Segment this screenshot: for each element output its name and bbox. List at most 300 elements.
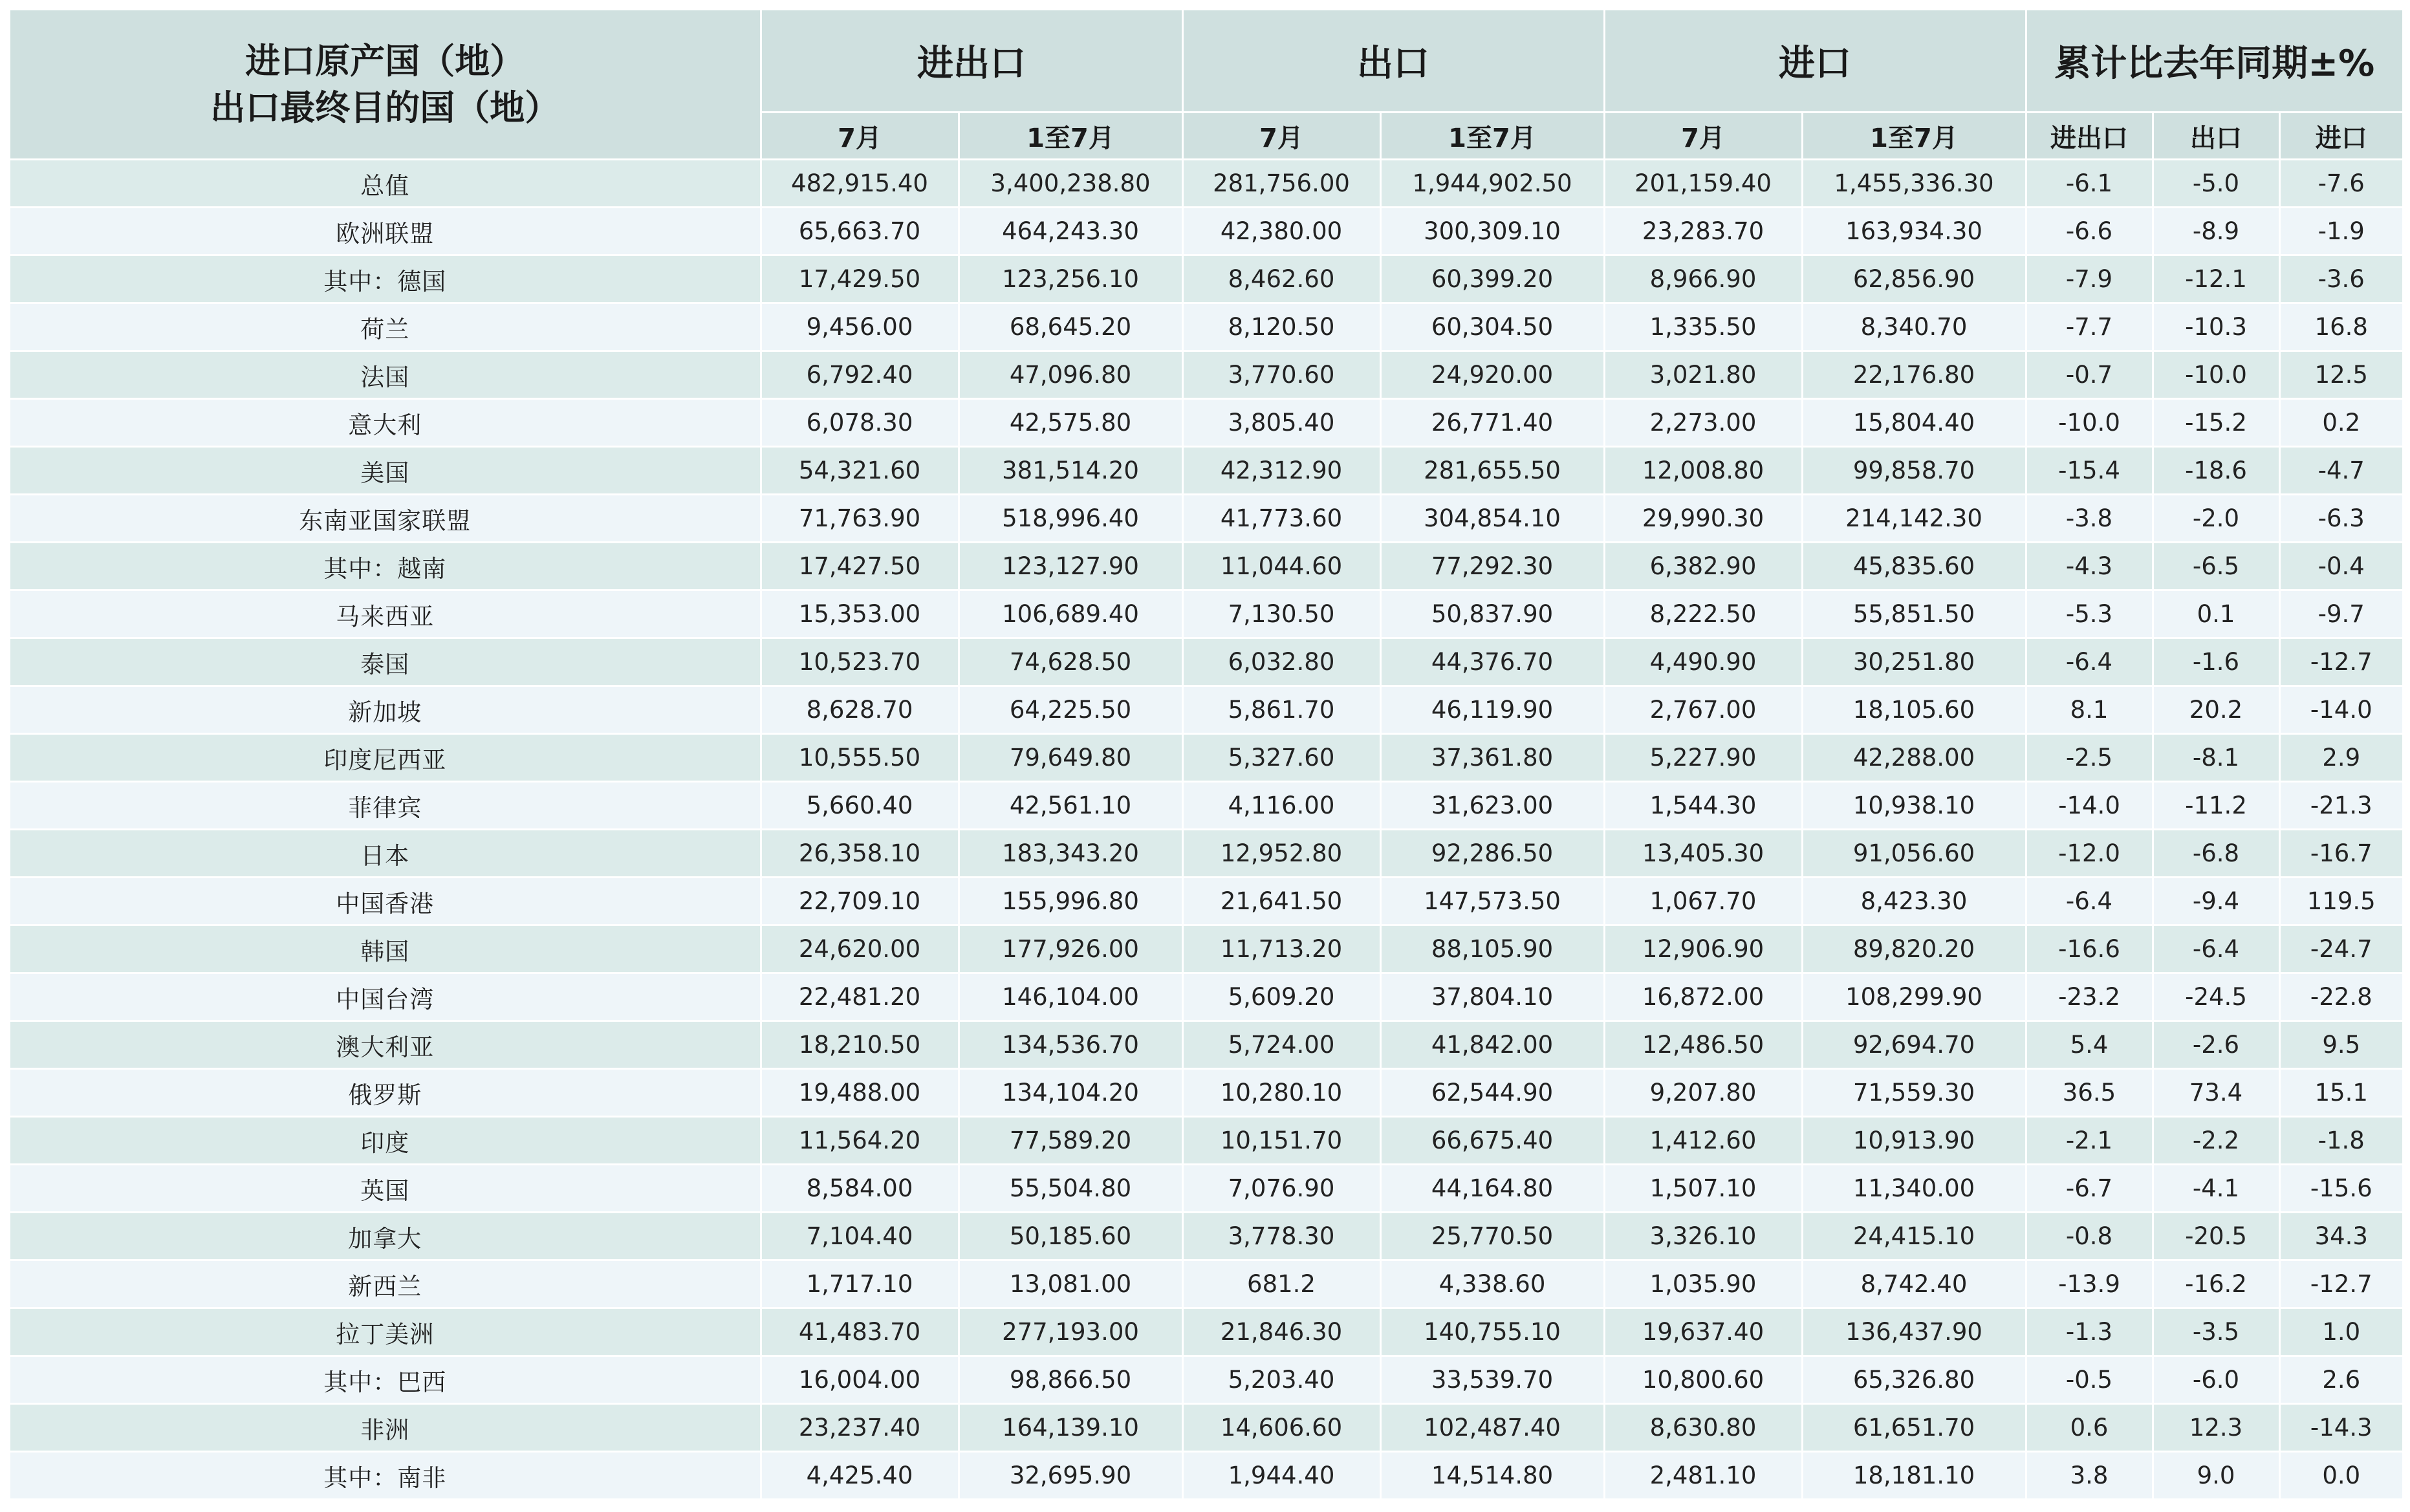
value-cell: 177,926.00	[959, 925, 1182, 973]
value-cell: 10,938.10	[1802, 782, 2026, 830]
sub-header-yoy-export: 出口	[2153, 113, 2279, 160]
value-cell: 12.5	[2279, 351, 2402, 399]
value-cell: 10,555.50	[761, 734, 959, 782]
value-cell: -0.5	[2026, 1356, 2153, 1404]
value-cell: 25,770.50	[1380, 1213, 1604, 1260]
value-cell: -15.6	[2279, 1165, 2402, 1213]
table-row	[10, 208, 2402, 255]
value-cell: 14,514.80	[1380, 1452, 1604, 1499]
value-cell: 71,559.30	[1802, 1069, 2026, 1117]
region-name-cell: 欧洲联盟	[10, 208, 761, 255]
value-cell: 164,139.10	[959, 1404, 1182, 1452]
value-cell: 5,660.40	[761, 782, 959, 830]
value-cell: 281,655.50	[1380, 447, 1604, 495]
value-cell: 16,004.00	[761, 1356, 959, 1404]
value-cell: 73.4	[2153, 1069, 2279, 1117]
table-row	[10, 160, 2402, 208]
value-cell: 37,361.80	[1380, 734, 1604, 782]
region-name-cell: 韩国	[10, 925, 761, 973]
value-cell: -6.3	[2279, 495, 2402, 543]
value-cell: -14.0	[2026, 782, 2153, 830]
value-cell: 12,008.80	[1604, 447, 1802, 495]
value-cell: 24,920.00	[1380, 351, 1604, 399]
region-header-line1: 进口原产国（地）	[245, 40, 525, 81]
value-cell: 9.0	[2153, 1452, 2279, 1499]
value-cell: 6,078.30	[761, 399, 959, 447]
value-cell: 1,035.90	[1604, 1260, 1802, 1308]
value-cell: 16.8	[2279, 303, 2402, 351]
value-cell: 23,237.40	[761, 1404, 959, 1452]
value-cell: -7.6	[2279, 160, 2402, 208]
value-cell: 163,934.30	[1802, 208, 2026, 255]
value-cell: 8,222.50	[1604, 590, 1802, 638]
value-cell: -2.1	[2026, 1117, 2153, 1165]
value-cell: -4.7	[2279, 447, 2402, 495]
value-cell: 8,340.70	[1802, 303, 2026, 351]
value-cell: 98,866.50	[959, 1356, 1182, 1404]
value-cell: -3.6	[2279, 255, 2402, 303]
region-column-header	[10, 10, 761, 160]
value-cell: -9.7	[2279, 590, 2402, 638]
value-cell: 9.5	[2279, 1021, 2402, 1069]
value-cell: 62,544.90	[1380, 1069, 1604, 1117]
value-cell: 183,343.20	[959, 830, 1182, 878]
value-cell: 1.0	[2279, 1308, 2402, 1356]
value-cell: 8,120.50	[1182, 303, 1380, 351]
value-cell: -2.5	[2026, 734, 2153, 782]
value-cell: 3,770.60	[1182, 351, 1380, 399]
value-cell: 19,488.00	[761, 1069, 959, 1117]
value-cell: 10,523.70	[761, 638, 959, 686]
value-cell: 44,164.80	[1380, 1165, 1604, 1213]
value-cell: 47,096.80	[959, 351, 1182, 399]
trade-table-container	[10, 10, 2400, 1498]
value-cell: 10,151.70	[1182, 1117, 1380, 1165]
group-header-total: 进出口	[761, 10, 1182, 113]
table-row	[10, 973, 2402, 1021]
sub-header-export-ytd: 1至7月	[1380, 113, 1604, 160]
region-name-cell: 其中：越南	[10, 543, 761, 590]
value-cell: 11,044.60	[1182, 543, 1380, 590]
value-cell: -6.0	[2153, 1356, 2279, 1404]
value-cell: 37,804.10	[1380, 973, 1604, 1021]
region-name-cell: 俄罗斯	[10, 1069, 761, 1117]
value-cell: 54,321.60	[761, 447, 959, 495]
value-cell: 3,805.40	[1182, 399, 1380, 447]
value-cell: 681.2	[1182, 1260, 1380, 1308]
value-cell: 10,280.10	[1182, 1069, 1380, 1117]
value-cell: -22.8	[2279, 973, 2402, 1021]
value-cell: 3,021.80	[1604, 351, 1802, 399]
value-cell: 7,076.90	[1182, 1165, 1380, 1213]
value-cell: -3.8	[2026, 495, 2153, 543]
value-cell: 99,858.70	[1802, 447, 2026, 495]
value-cell: 92,286.50	[1380, 830, 1604, 878]
value-cell: 146,104.00	[959, 973, 1182, 1021]
value-cell: 18,181.10	[1802, 1452, 2026, 1499]
region-name-cell: 其中：巴西	[10, 1356, 761, 1404]
value-cell: 42,312.90	[1182, 447, 1380, 495]
value-cell: 2,481.10	[1604, 1452, 1802, 1499]
value-cell: 26,358.10	[761, 830, 959, 878]
value-cell: 8,628.70	[761, 686, 959, 734]
table-row	[10, 1213, 2402, 1260]
table-row	[10, 638, 2402, 686]
value-cell: 1,944,902.50	[1380, 160, 1604, 208]
value-cell: 1,717.10	[761, 1260, 959, 1308]
value-cell: 6,382.90	[1604, 543, 1802, 590]
value-cell: 44,376.70	[1380, 638, 1604, 686]
sub-header-import-ytd: 1至7月	[1802, 113, 2026, 160]
value-cell: 30,251.80	[1802, 638, 2026, 686]
value-cell: 0.2	[2279, 399, 2402, 447]
value-cell: 14,606.60	[1182, 1404, 1380, 1452]
value-cell: 8,966.90	[1604, 255, 1802, 303]
value-cell: 1,944.40	[1182, 1452, 1380, 1499]
value-cell: -0.4	[2279, 543, 2402, 590]
value-cell: 4,425.40	[761, 1452, 959, 1499]
table-header	[10, 10, 2402, 160]
value-cell: 88,105.90	[1380, 925, 1604, 973]
value-cell: 65,663.70	[761, 208, 959, 255]
table-row	[10, 1117, 2402, 1165]
value-cell: -12.7	[2279, 1260, 2402, 1308]
region-name-cell: 拉丁美洲	[10, 1308, 761, 1356]
value-cell: 6,792.40	[761, 351, 959, 399]
value-cell: 134,536.70	[959, 1021, 1182, 1069]
value-cell: 0.6	[2026, 1404, 2153, 1452]
value-cell: 18,210.50	[761, 1021, 959, 1069]
table-row	[10, 1165, 2402, 1213]
value-cell: -8.1	[2153, 734, 2279, 782]
value-cell: 64,225.50	[959, 686, 1182, 734]
value-cell: 89,820.20	[1802, 925, 2026, 973]
value-cell: 60,399.20	[1380, 255, 1604, 303]
value-cell: 26,771.40	[1380, 399, 1604, 447]
value-cell: 9,207.80	[1604, 1069, 1802, 1117]
value-cell: 21,641.50	[1182, 878, 1380, 925]
value-cell: 22,481.20	[761, 973, 959, 1021]
value-cell: -9.4	[2153, 878, 2279, 925]
value-cell: 106,689.40	[959, 590, 1182, 638]
value-cell: -5.3	[2026, 590, 2153, 638]
table-body	[10, 160, 2402, 1499]
value-cell: 65,326.80	[1802, 1356, 2026, 1404]
value-cell: 77,589.20	[959, 1117, 1182, 1165]
value-cell: 79,649.80	[959, 734, 1182, 782]
region-name-cell: 新西兰	[10, 1260, 761, 1308]
table-row	[10, 734, 2402, 782]
value-cell: 15,353.00	[761, 590, 959, 638]
value-cell: 7,104.40	[761, 1213, 959, 1260]
table-row	[10, 782, 2402, 830]
value-cell: 13,081.00	[959, 1260, 1182, 1308]
table-row	[10, 1356, 2402, 1404]
value-cell: 42,380.00	[1182, 208, 1380, 255]
value-cell: 42,288.00	[1802, 734, 2026, 782]
value-cell: 17,429.50	[761, 255, 959, 303]
table-row	[10, 1452, 2402, 1499]
value-cell: 60,304.50	[1380, 303, 1604, 351]
region-name-cell: 新加坡	[10, 686, 761, 734]
value-cell: -1.6	[2153, 638, 2279, 686]
value-cell: 277,193.00	[959, 1308, 1182, 1356]
value-cell: 50,837.90	[1380, 590, 1604, 638]
table-row	[10, 1069, 2402, 1117]
value-cell: -3.5	[2153, 1308, 2279, 1356]
value-cell: 381,514.20	[959, 447, 1182, 495]
group-header-yoy: 累计比去年同期±%	[2026, 10, 2402, 113]
value-cell: -0.7	[2026, 351, 2153, 399]
value-cell: -10.0	[2026, 399, 2153, 447]
value-cell: 77,292.30	[1380, 543, 1604, 590]
value-cell: -2.0	[2153, 495, 2279, 543]
region-name-cell: 印度尼西亚	[10, 734, 761, 782]
value-cell: -10.0	[2153, 351, 2279, 399]
value-cell: 5,227.90	[1604, 734, 1802, 782]
value-cell: -16.6	[2026, 925, 2153, 973]
value-cell: 5,724.00	[1182, 1021, 1380, 1069]
region-name-cell: 总值	[10, 160, 761, 208]
value-cell: 7,130.50	[1182, 590, 1380, 638]
value-cell: 304,854.10	[1380, 495, 1604, 543]
value-cell: 13,405.30	[1604, 830, 1802, 878]
value-cell: -16.7	[2279, 830, 2402, 878]
region-name-cell: 东南亚国家联盟	[10, 495, 761, 543]
value-cell: 119.5	[2279, 878, 2402, 925]
value-cell: 46,119.90	[1380, 686, 1604, 734]
value-cell: 1,455,336.30	[1802, 160, 2026, 208]
value-cell: 482,915.40	[761, 160, 959, 208]
value-cell: 2,767.00	[1604, 686, 1802, 734]
value-cell: -6.6	[2026, 208, 2153, 255]
value-cell: 31,623.00	[1380, 782, 1604, 830]
value-cell: 300,309.10	[1380, 208, 1604, 255]
value-cell: 15.1	[2279, 1069, 2402, 1117]
region-name-cell: 泰国	[10, 638, 761, 686]
table-row	[10, 1404, 2402, 1452]
value-cell: 1,067.70	[1604, 878, 1802, 925]
value-cell: 18,105.60	[1802, 686, 2026, 734]
value-cell: 68,645.20	[959, 303, 1182, 351]
value-cell: -24.5	[2153, 973, 2279, 1021]
value-cell: 5,861.70	[1182, 686, 1380, 734]
value-cell: 32,695.90	[959, 1452, 1182, 1499]
value-cell: 281,756.00	[1182, 160, 1380, 208]
value-cell: 136,437.90	[1802, 1308, 2026, 1356]
value-cell: 123,256.10	[959, 255, 1182, 303]
value-cell: -16.2	[2153, 1260, 2279, 1308]
value-cell: 71,763.90	[761, 495, 959, 543]
value-cell: -2.6	[2153, 1021, 2279, 1069]
value-cell: 102,487.40	[1380, 1404, 1604, 1452]
sub-header-export-month: 7月	[1182, 113, 1380, 160]
table-row	[10, 878, 2402, 925]
value-cell: -11.2	[2153, 782, 2279, 830]
value-cell: 134,104.20	[959, 1069, 1182, 1117]
region-name-cell: 其中：德国	[10, 255, 761, 303]
value-cell: 0.1	[2153, 590, 2279, 638]
value-cell: 61,651.70	[1802, 1404, 2026, 1452]
value-cell: 8,630.80	[1604, 1404, 1802, 1452]
value-cell: 15,804.40	[1802, 399, 2026, 447]
sub-header-import-month: 7月	[1604, 113, 1802, 160]
value-cell: 2.6	[2279, 1356, 2402, 1404]
value-cell: 66,675.40	[1380, 1117, 1604, 1165]
value-cell: 10,913.90	[1802, 1117, 2026, 1165]
value-cell: 21,846.30	[1182, 1308, 1380, 1356]
value-cell: 3,400,238.80	[959, 160, 1182, 208]
value-cell: 2.9	[2279, 734, 2402, 782]
table-row	[10, 925, 2402, 973]
table-row	[10, 1021, 2402, 1069]
table-row	[10, 1260, 2402, 1308]
value-cell: 92,694.70	[1802, 1021, 2026, 1069]
value-cell: 5,327.60	[1182, 734, 1380, 782]
value-cell: 55,504.80	[959, 1165, 1182, 1213]
value-cell: 1,412.60	[1604, 1117, 1802, 1165]
value-cell: 41,483.70	[761, 1308, 959, 1356]
value-cell: 22,709.10	[761, 878, 959, 925]
value-cell: -6.5	[2153, 543, 2279, 590]
value-cell: -23.2	[2026, 973, 2153, 1021]
value-cell: 3,326.10	[1604, 1213, 1802, 1260]
value-cell: 20.2	[2153, 686, 2279, 734]
value-cell: 8,584.00	[761, 1165, 959, 1213]
region-name-cell: 其中：南非	[10, 1452, 761, 1499]
value-cell: -6.4	[2026, 878, 2153, 925]
sub-header-total-ytd: 1至7月	[959, 113, 1182, 160]
region-name-cell: 荷兰	[10, 303, 761, 351]
table-row	[10, 351, 2402, 399]
region-name-cell: 中国台湾	[10, 973, 761, 1021]
value-cell: -14.0	[2279, 686, 2402, 734]
value-cell: 4,116.00	[1182, 782, 1380, 830]
value-cell: 108,299.90	[1802, 973, 2026, 1021]
value-cell: 123,127.90	[959, 543, 1182, 590]
table-row	[10, 303, 2402, 351]
value-cell: -1.9	[2279, 208, 2402, 255]
value-cell: 0.0	[2279, 1452, 2402, 1499]
value-cell: 12,952.80	[1182, 830, 1380, 878]
region-name-cell: 印度	[10, 1117, 761, 1165]
value-cell: 6,032.80	[1182, 638, 1380, 686]
value-cell: 74,628.50	[959, 638, 1182, 686]
value-cell: -5.0	[2153, 160, 2279, 208]
value-cell: -12.7	[2279, 638, 2402, 686]
value-cell: -10.3	[2153, 303, 2279, 351]
value-cell: 3.8	[2026, 1452, 2153, 1499]
value-cell: -0.8	[2026, 1213, 2153, 1260]
value-cell: -6.4	[2026, 638, 2153, 686]
value-cell: 2,273.00	[1604, 399, 1802, 447]
value-cell: -8.9	[2153, 208, 2279, 255]
group-header-export: 出口	[1182, 10, 1604, 113]
value-cell: -7.9	[2026, 255, 2153, 303]
value-cell: 45,835.60	[1802, 543, 2026, 590]
value-cell: -6.7	[2026, 1165, 2153, 1213]
value-cell: 42,575.80	[959, 399, 1182, 447]
region-name-cell: 中国香港	[10, 878, 761, 925]
value-cell: 201,159.40	[1604, 160, 1802, 208]
table-row	[10, 590, 2402, 638]
value-cell: 11,713.20	[1182, 925, 1380, 973]
value-cell: 9,456.00	[761, 303, 959, 351]
sub-header-yoy-import: 进口	[2279, 113, 2402, 160]
value-cell: 8,462.60	[1182, 255, 1380, 303]
value-cell: -15.2	[2153, 399, 2279, 447]
region-name-cell: 意大利	[10, 399, 761, 447]
value-cell: -12.1	[2153, 255, 2279, 303]
trade-table	[10, 10, 2402, 1498]
value-cell: 147,573.50	[1380, 878, 1604, 925]
value-cell: 50,185.60	[959, 1213, 1182, 1260]
value-cell: 10,800.60	[1604, 1356, 1802, 1404]
value-cell: -13.9	[2026, 1260, 2153, 1308]
region-name-cell: 日本	[10, 830, 761, 878]
table-row	[10, 686, 2402, 734]
table-row	[10, 543, 2402, 590]
value-cell: 464,243.30	[959, 208, 1182, 255]
value-cell: -1.8	[2279, 1117, 2402, 1165]
value-cell: 4,338.60	[1380, 1260, 1604, 1308]
value-cell: 22,176.80	[1802, 351, 2026, 399]
value-cell: -1.3	[2026, 1308, 2153, 1356]
value-cell: 16,872.00	[1604, 973, 1802, 1021]
value-cell: -6.8	[2153, 830, 2279, 878]
value-cell: -2.2	[2153, 1117, 2279, 1165]
value-cell: 518,996.40	[959, 495, 1182, 543]
table-row	[10, 399, 2402, 447]
value-cell: 24,620.00	[761, 925, 959, 973]
table-row	[10, 447, 2402, 495]
value-cell: 8,423.30	[1802, 878, 2026, 925]
region-name-cell: 加拿大	[10, 1213, 761, 1260]
table-row	[10, 495, 2402, 543]
value-cell: 8.1	[2026, 686, 2153, 734]
value-cell: -14.3	[2279, 1404, 2402, 1452]
sub-header-total-month: 7月	[761, 113, 959, 160]
value-cell: 17,427.50	[761, 543, 959, 590]
value-cell: 41,842.00	[1380, 1021, 1604, 1069]
value-cell: -21.3	[2279, 782, 2402, 830]
region-name-cell: 菲律宾	[10, 782, 761, 830]
value-cell: 5,203.40	[1182, 1356, 1380, 1404]
value-cell: 5.4	[2026, 1021, 2153, 1069]
value-cell: -6.1	[2026, 160, 2153, 208]
value-cell: 24,415.10	[1802, 1213, 2026, 1260]
region-name-cell: 澳大利亚	[10, 1021, 761, 1069]
region-name-cell: 美国	[10, 447, 761, 495]
value-cell: 4,490.90	[1604, 638, 1802, 686]
value-cell: 29,990.30	[1604, 495, 1802, 543]
region-name-cell: 非洲	[10, 1404, 761, 1452]
value-cell: 1,335.50	[1604, 303, 1802, 351]
table-row	[10, 1308, 2402, 1356]
value-cell: 155,996.80	[959, 878, 1182, 925]
value-cell: 34.3	[2279, 1213, 2402, 1260]
value-cell: 36.5	[2026, 1069, 2153, 1117]
value-cell: 1,544.30	[1604, 782, 1802, 830]
value-cell: -12.0	[2026, 830, 2153, 878]
value-cell: 12,906.90	[1604, 925, 1802, 973]
value-cell: 140,755.10	[1380, 1308, 1604, 1356]
value-cell: -18.6	[2153, 447, 2279, 495]
value-cell: 41,773.60	[1182, 495, 1380, 543]
value-cell: 91,056.60	[1802, 830, 2026, 878]
sub-header-yoy-total: 进出口	[2026, 113, 2153, 160]
value-cell: -4.1	[2153, 1165, 2279, 1213]
